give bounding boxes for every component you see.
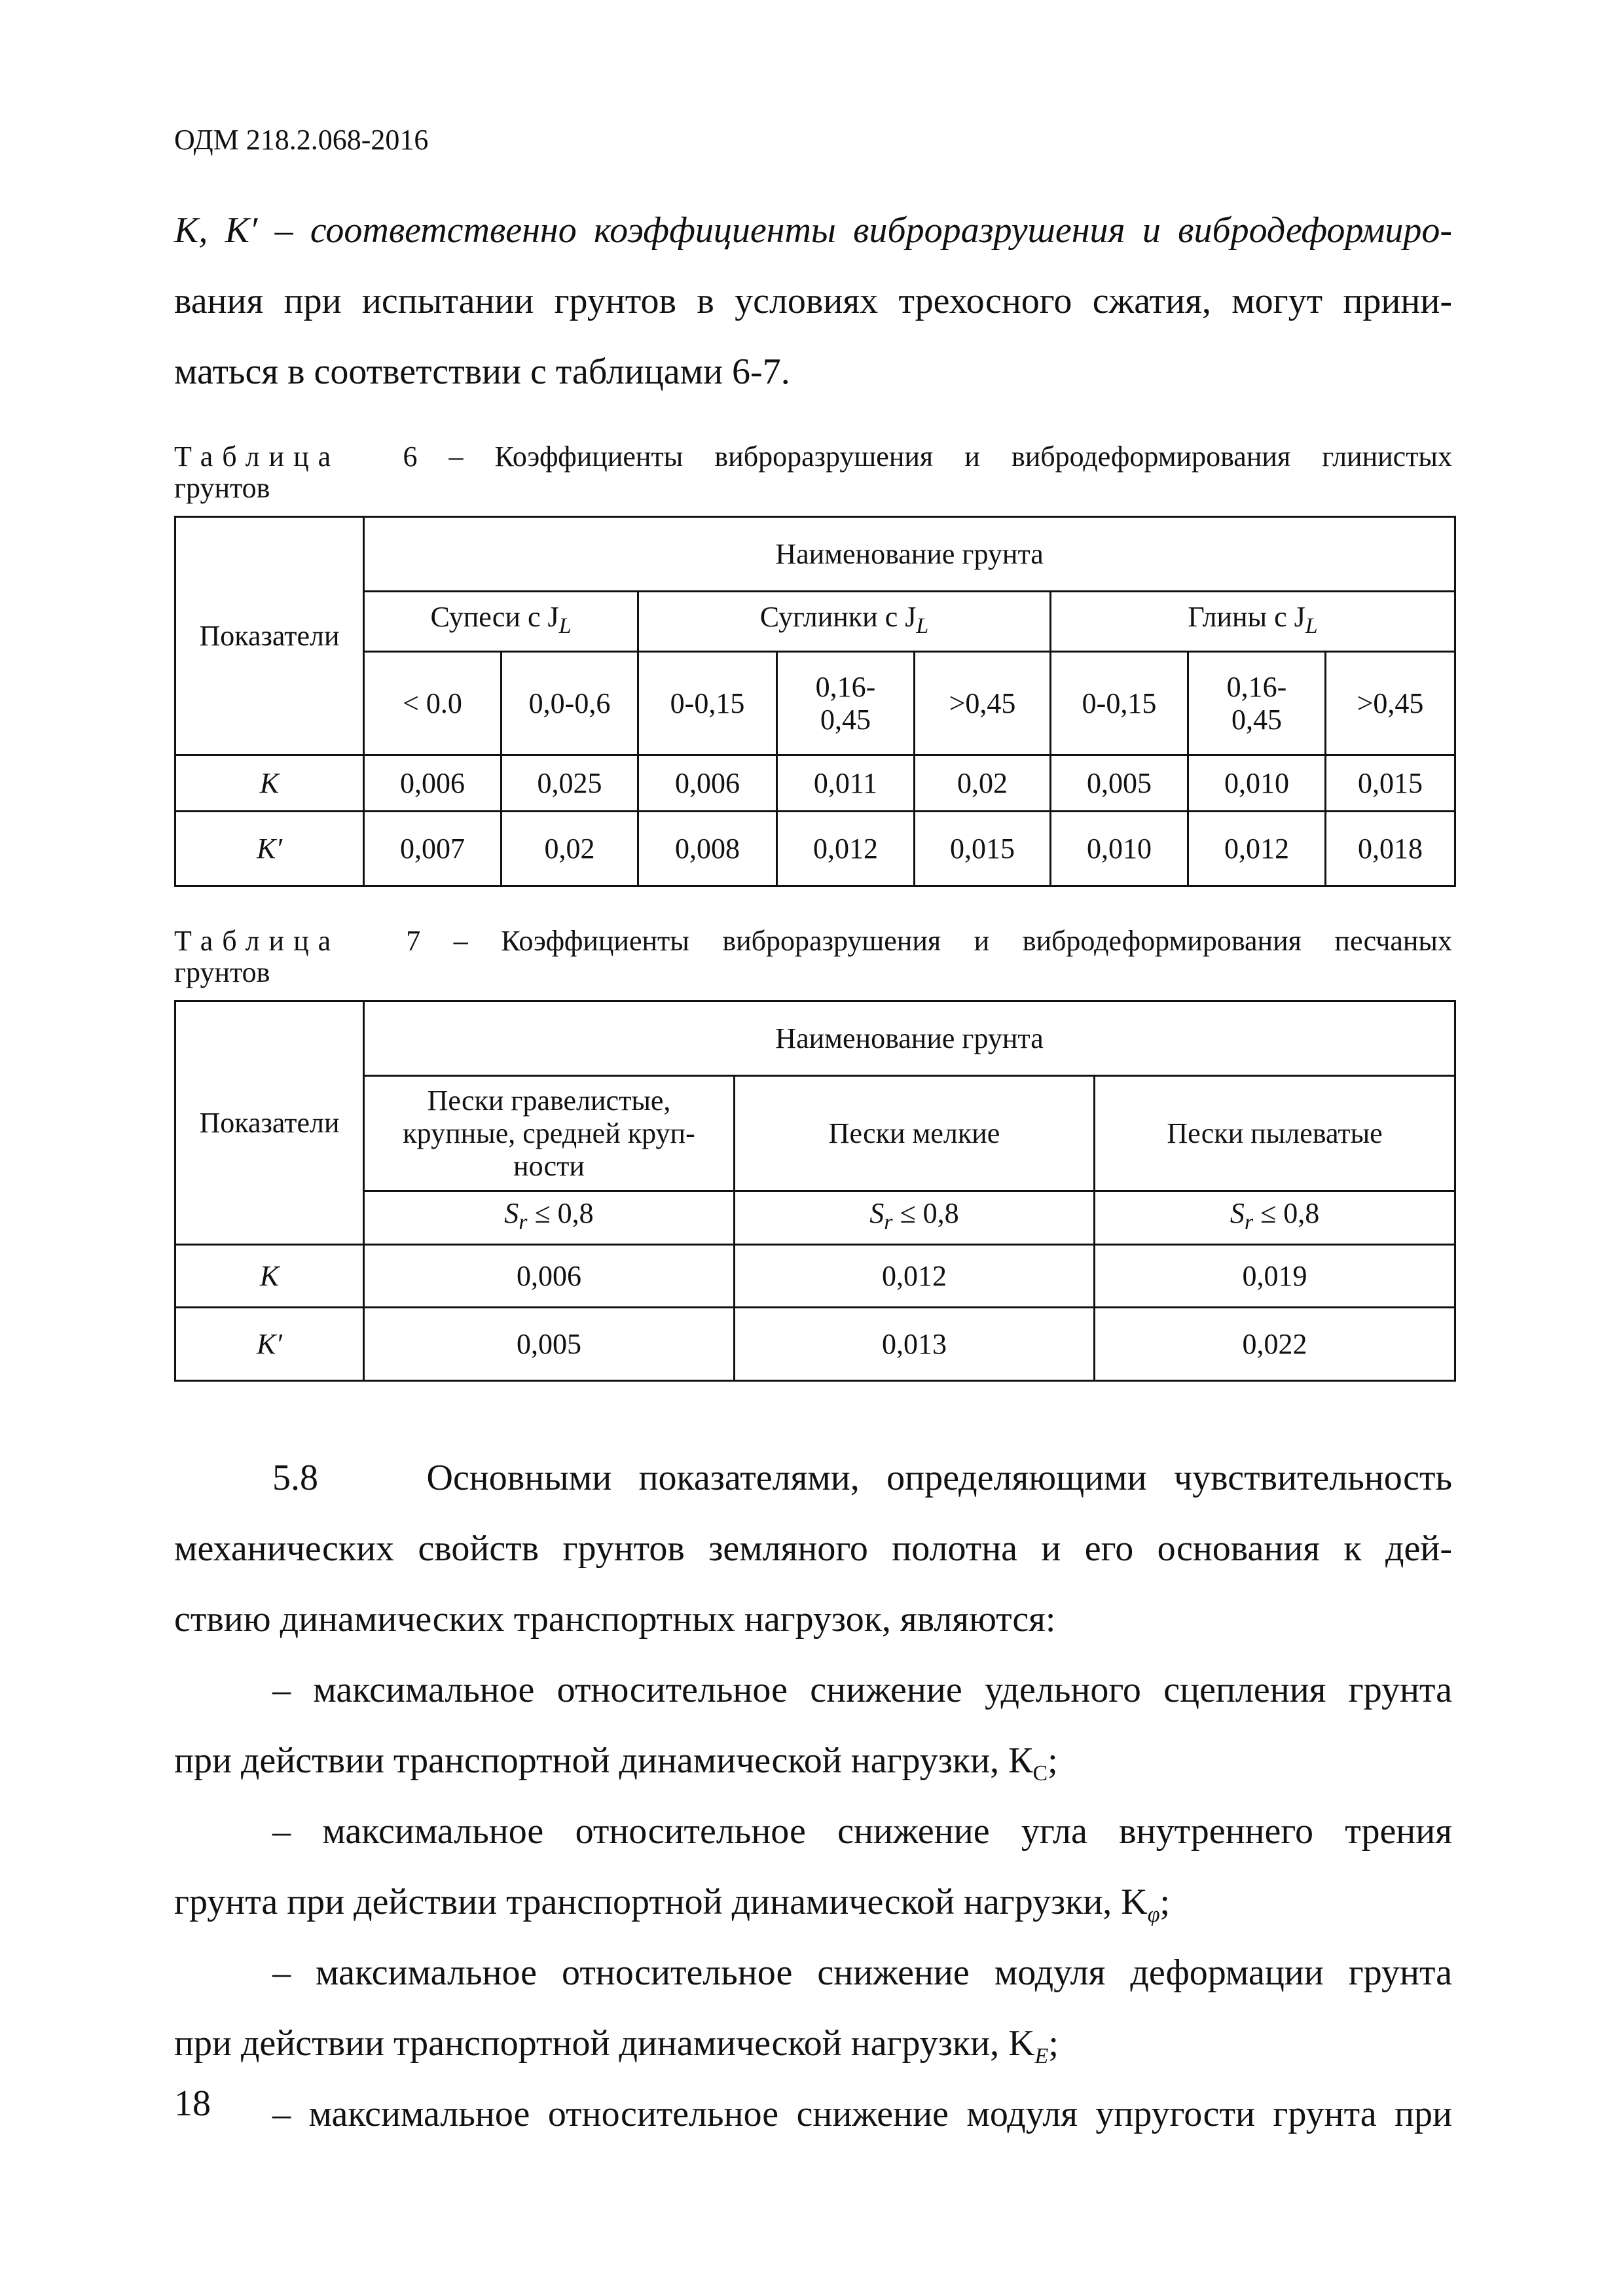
- list-item: – максимальное относительное снижение модуля деформации грунта: [272, 1952, 1452, 1993]
- cell: 0,005: [1051, 755, 1188, 812]
- group-pylevatye: Пески пылеватые: [1095, 1076, 1455, 1191]
- cell: 0,019: [1095, 1245, 1455, 1308]
- column-header: >0,45: [1326, 652, 1455, 755]
- row-header-cell: Показатели: [175, 517, 364, 755]
- row-label: K′: [175, 812, 364, 886]
- cell: 0,015: [915, 812, 1051, 886]
- column-header: 0-0,15: [1051, 652, 1188, 755]
- table-row: [175, 755, 1455, 812]
- cell: 0,02: [501, 812, 638, 886]
- intro-paragraph: [174, 195, 1452, 407]
- cell: 0,022: [1095, 1308, 1455, 1381]
- cell: 0,02: [915, 755, 1051, 812]
- table-row: [175, 1245, 1455, 1308]
- section-5-8: [174, 1443, 1452, 2149]
- table7-caption: Таблица 7 – Коэффициенты виброразрушения и вибродеформирования песчаных грунтов: [174, 925, 1452, 988]
- cell: 0,025: [501, 755, 638, 812]
- list-item-cont: при действии транспортной динамической нагрузки, $К_C$;: [174, 1740, 1058, 1786]
- list-item-cont: грунта при действии транспортной динамической нагрузки, $K_\varphi$;: [174, 1882, 1171, 1928]
- row-label: K: [175, 1245, 364, 1308]
- section-line-1: 5.8 Основными показателями, определяющими чувствительность: [272, 1458, 1453, 1498]
- list-item: – максимальное относительное снижение угла внутреннего трения: [272, 1811, 1452, 1852]
- condition-cell: $S_r \le 0,8$: [735, 1191, 1095, 1245]
- intro-line-3: маться в соответствии с таблицами 6-7.: [174, 351, 790, 392]
- condition-cell: $S_r \le 0,8$: [364, 1191, 735, 1245]
- cell: 0,011: [777, 755, 915, 812]
- cell: 0,006: [364, 1245, 735, 1308]
- cell: 0,005: [364, 1308, 735, 1381]
- table6-caption: Таблица 6 – Коэффициенты виброразрушения и вибродеформирования глинистых грунтов: [174, 440, 1452, 504]
- group-gravelistye: Пески гравелистые, крупные, средней круп- ности: [364, 1076, 735, 1191]
- list-item: – максимальное относительное снижение модуля упругости грунта при: [272, 2094, 1452, 2134]
- cell: 0,012: [735, 1245, 1095, 1308]
- group-header-cell: Наименование грунта: [364, 1001, 1455, 1076]
- row-label: K′: [175, 1308, 364, 1381]
- section-line-2: механических свойств грунтов земляного полотна и его основания к дей-: [174, 1528, 1452, 1569]
- cell: 0,012: [777, 812, 915, 886]
- condition-cell: $S_r \le 0,8$: [1095, 1191, 1455, 1245]
- page-number: 18: [174, 2083, 211, 2124]
- table-row: [175, 1308, 1455, 1381]
- cell: 0,010: [1188, 755, 1326, 812]
- column-header: 0,16- 0,45: [1188, 652, 1326, 755]
- group-supesi: Супеси с $J_L$: [364, 592, 638, 652]
- row-header-cell: Показатели: [175, 1001, 364, 1245]
- cell: 0,006: [364, 755, 501, 812]
- list-item-cont: при действии транспортной динамической нагрузки, $K_E$;: [174, 2023, 1059, 2069]
- column-header: < 0.0: [364, 652, 501, 755]
- table-row: [175, 812, 1455, 886]
- intro-line-2: вания при испытании грунтов в условиях трехосного сжатия, могут прини-: [174, 281, 1452, 321]
- column-header: 0-0,15: [638, 652, 777, 755]
- cell: 0,006: [638, 755, 777, 812]
- cell: 0,007: [364, 812, 501, 886]
- group-melkie: Пески мелкие: [735, 1076, 1095, 1191]
- group-gliny: Глины с $J_L$: [1051, 592, 1455, 652]
- intro-line-1: K, K′ – соответственно коэффициенты виброразрушения и вибродеформиро-: [174, 210, 1452, 251]
- row-label: K: [175, 755, 364, 812]
- column-header: 0,0-0,6: [501, 652, 638, 755]
- cell: 0,012: [1188, 812, 1326, 886]
- column-header: >0,45: [915, 652, 1051, 755]
- group-header-cell: Наименование грунта: [364, 517, 1455, 592]
- cell: 0,015: [1326, 755, 1455, 812]
- cell: 0,008: [638, 812, 777, 886]
- cell: 0,018: [1326, 812, 1455, 886]
- group-suglinki: Суглинки с $J_L$: [638, 592, 1051, 652]
- document-code: ОДМ 218.2.068-2016: [174, 124, 429, 156]
- column-header: 0,16- 0,45: [777, 652, 915, 755]
- section-line-3: ствию динамических транспортных нагрузок, являются:: [174, 1599, 1056, 1640]
- table-6: [174, 516, 1456, 887]
- cell: 0,010: [1051, 812, 1188, 886]
- table-7: [174, 1000, 1456, 1382]
- cell: 0,013: [735, 1308, 1095, 1381]
- list-item: – максимальное относительное снижение удельного сцепления грунта: [272, 1670, 1452, 1710]
